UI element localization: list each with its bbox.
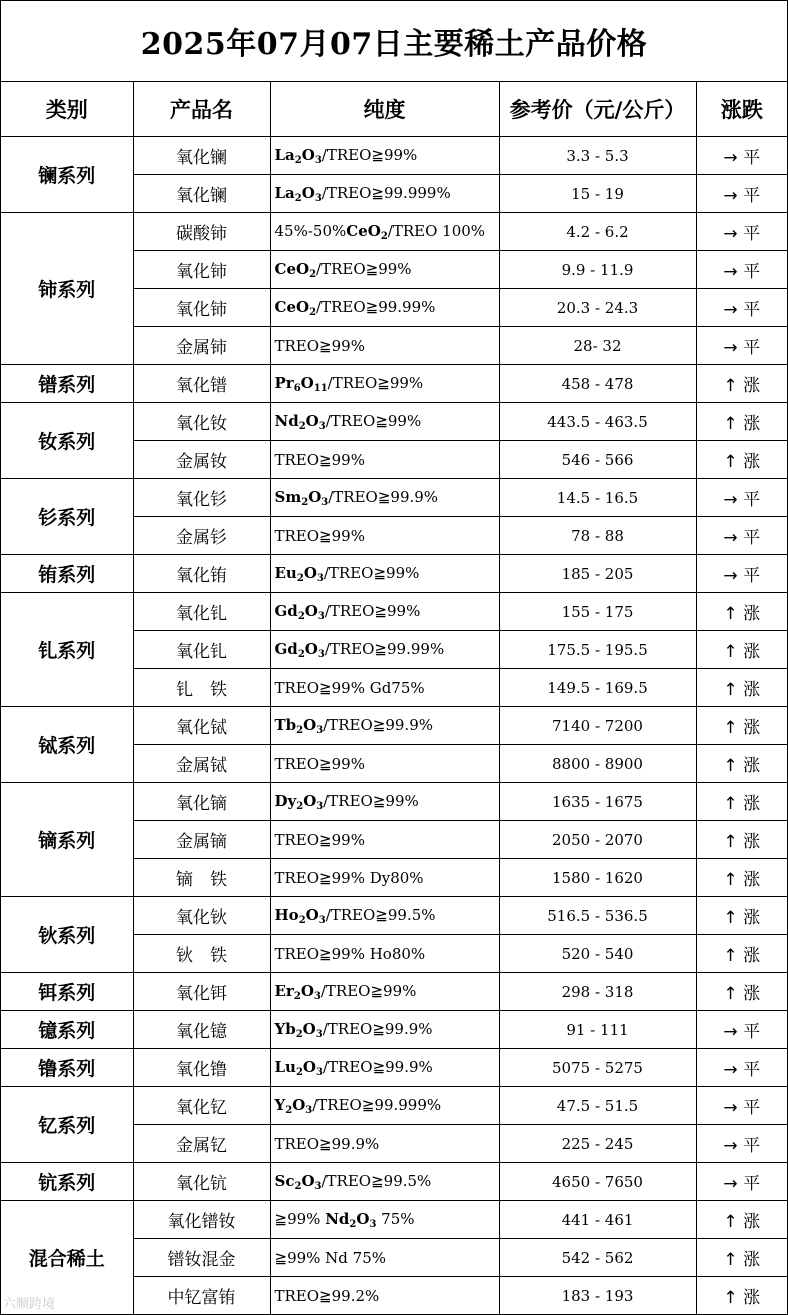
purity-subscript: 3 — [313, 990, 321, 1002]
header-row — [1, 82, 787, 137]
watermark: 六顺跨境 — [3, 1297, 56, 1312]
purity-subscript: 6 — [293, 382, 301, 394]
product-name-cell: 氧化镨 — [133, 365, 270, 403]
purity-subscript: 2 — [296, 800, 304, 812]
table-body — [1, 137, 787, 1315]
price-cell: 546 - 566 — [499, 441, 696, 479]
purity-text: O — [292, 1095, 306, 1114]
price-cell: 15 - 19 — [499, 175, 696, 213]
purity-text: O — [356, 1209, 370, 1228]
purity-subscript: 3 — [317, 648, 325, 660]
purity-text: /TREO≧99.9% — [322, 1057, 433, 1076]
purity-text: O — [302, 1019, 316, 1038]
price-cell: 14.5 - 16.5 — [499, 479, 696, 517]
purity-cell — [270, 1277, 499, 1315]
table-row — [1, 783, 787, 821]
purity-text: TREO≧99.9% — [274, 1134, 380, 1153]
purity-text: /TREO≧99% — [327, 373, 424, 392]
price-cell: 298 - 318 — [499, 973, 696, 1011]
change-cell: → 平 — [696, 1087, 787, 1125]
price-table — [1, 82, 787, 1315]
product-name-cell: 金属铽 — [133, 745, 270, 783]
change-cell: ↑ 涨 — [696, 973, 787, 1011]
purity-cell — [270, 1011, 499, 1049]
purity-text: ≧99% Nd 75% — [274, 1248, 387, 1267]
purity-text: Sm — [274, 487, 302, 506]
purity-cell — [270, 1087, 499, 1125]
purity-subscript: 3 — [316, 1066, 323, 1078]
purity-text: O — [303, 791, 317, 810]
purity-text: Y — [274, 1095, 286, 1114]
category-cell: 镨系列 — [1, 365, 133, 403]
purity-text: TREO≧99% — [274, 526, 365, 545]
purity-text: Tb — [274, 715, 297, 734]
table-row — [1, 707, 787, 745]
price-cell: 28- 32 — [499, 327, 696, 365]
purity-text: /TREO≧99.999% — [312, 1095, 442, 1114]
purity-text: O — [305, 905, 319, 924]
change-cell: → 平 — [696, 175, 787, 213]
table-row — [1, 1163, 787, 1201]
purity-subscript: 3 — [305, 1104, 313, 1116]
header-change: 涨跌 — [696, 82, 787, 137]
header-category: 类别 — [1, 82, 133, 137]
change-cell: ↑ 涨 — [696, 707, 787, 745]
table-row — [1, 479, 787, 517]
purity-text: Eu — [274, 563, 297, 582]
purity-text: O — [301, 1171, 315, 1190]
purity-cell — [270, 1163, 499, 1201]
purity-subscript: 3 — [314, 192, 322, 204]
purity-cell — [270, 745, 499, 783]
purity-text: CeO — [346, 221, 381, 240]
purity-cell — [270, 1201, 499, 1239]
purity-text: ≧99% — [274, 1209, 326, 1228]
purity-text: TREO≧99% — [274, 754, 365, 773]
purity-text: Gd — [274, 601, 298, 620]
purity-text: TREO≧99% Dy80% — [274, 868, 424, 887]
product-name-cell: 氧化铒 — [133, 973, 270, 1011]
purity-subscript: 3 — [316, 572, 324, 584]
purity-cell — [270, 1049, 499, 1087]
purity-cell — [270, 517, 499, 555]
price-cell: 47.5 - 51.5 — [499, 1087, 696, 1125]
purity-text: Pr — [274, 373, 294, 392]
page-title: 2025年07月07日主要稀土产品价格 — [1, 1, 787, 82]
purity-subscript: 2 — [301, 496, 309, 508]
product-name-cell: 钆 铁 — [133, 669, 270, 707]
price-cell: 516.5 - 536.5 — [499, 897, 696, 935]
purity-text: /TREO≧99.99% — [316, 297, 436, 316]
table-row — [1, 213, 787, 251]
price-cell: 185 - 205 — [499, 555, 696, 593]
purity-subscript: 3 — [314, 1180, 322, 1192]
purity-cell — [270, 365, 499, 403]
purity-text: Gd — [274, 639, 298, 658]
purity-subscript: 2 — [285, 1104, 293, 1116]
table-row — [1, 403, 787, 441]
table-row — [1, 897, 787, 935]
purity-subscript: 3 — [316, 724, 324, 736]
price-cell: 443.5 - 463.5 — [499, 403, 696, 441]
change-cell: ↑ 涨 — [696, 1239, 787, 1277]
table-row — [1, 1087, 787, 1125]
price-cell: 8800 - 8900 — [499, 745, 696, 783]
product-name-cell: 氧化钐 — [133, 479, 270, 517]
product-name-cell: 金属钕 — [133, 441, 270, 479]
change-cell: → 平 — [696, 517, 787, 555]
purity-text: Dy — [274, 791, 297, 810]
header-purity: 纯度 — [270, 82, 499, 137]
purity-subscript: 2 — [298, 914, 306, 926]
change-cell: → 平 — [696, 137, 787, 175]
price-cell: 5075 - 5275 — [499, 1049, 696, 1087]
price-cell: 458 - 478 — [499, 365, 696, 403]
change-cell: → 平 — [696, 1125, 787, 1163]
purity-subscript: 3 — [316, 800, 324, 812]
product-name-cell: 镝 铁 — [133, 859, 270, 897]
change-cell: → 平 — [696, 251, 787, 289]
price-cell: 2050 - 2070 — [499, 821, 696, 859]
purity-cell — [270, 631, 499, 669]
purity-subscript: 3 — [321, 496, 329, 508]
table-row — [1, 1011, 787, 1049]
purity-cell — [270, 403, 499, 441]
purity-subscript: 2 — [297, 610, 305, 622]
purity-text: O — [304, 601, 318, 620]
purity-subscript: 2 — [297, 648, 305, 660]
purity-text: Nd — [274, 411, 299, 430]
change-cell: → 平 — [696, 213, 787, 251]
change-cell: ↑ 涨 — [696, 859, 787, 897]
change-cell: → 平 — [696, 1011, 787, 1049]
price-cell: 225 - 245 — [499, 1125, 696, 1163]
price-cell: 175.5 - 195.5 — [499, 631, 696, 669]
purity-text: /TREO≧99% — [320, 981, 417, 1000]
purity-cell — [270, 555, 499, 593]
purity-cell — [270, 441, 499, 479]
purity-subscript: 2 — [294, 192, 302, 204]
purity-text: Lu — [274, 1057, 296, 1076]
product-name-cell: 氧化铕 — [133, 555, 270, 593]
purity-text: /TREO≧99.5% — [325, 905, 436, 924]
product-name-cell: 氧化铽 — [133, 707, 270, 745]
purity-subscript: 3 — [314, 154, 322, 166]
category-cell: 铈系列 — [1, 213, 133, 365]
purity-text: /TREO≧99.5% — [321, 1171, 432, 1190]
change-cell: ↑ 涨 — [696, 1277, 787, 1315]
purity-text: La — [274, 183, 295, 202]
product-name-cell: 中钇富铕 — [133, 1277, 270, 1315]
change-cell: ↑ 涨 — [696, 1201, 787, 1239]
purity-subscript: 3 — [369, 1218, 377, 1230]
purity-text: O — [300, 373, 314, 392]
category-cell: 镝系列 — [1, 783, 133, 897]
purity-cell — [270, 251, 499, 289]
product-name-cell: 氧化镨钕 — [133, 1201, 270, 1239]
purity-text: /TREO≧99% — [323, 563, 420, 582]
product-name-cell: 氧化铈 — [133, 251, 270, 289]
product-name-cell: 氧化镝 — [133, 783, 270, 821]
change-cell: ↑ 涨 — [696, 783, 787, 821]
purity-subscript: 2 — [296, 724, 304, 736]
price-cell: 155 - 175 — [499, 593, 696, 631]
change-cell: ↑ 涨 — [696, 631, 787, 669]
product-name-cell: 氧化钇 — [133, 1087, 270, 1125]
price-cell: 1580 - 1620 — [499, 859, 696, 897]
product-name-cell: 氧化钆 — [133, 593, 270, 631]
price-cell: 183 - 193 — [499, 1277, 696, 1315]
purity-text: /TREO≧99.9% — [323, 715, 433, 734]
purity-text: TREO≧99% Ho80% — [274, 944, 426, 963]
price-cell: 4.2 - 6.2 — [499, 213, 696, 251]
table-row — [1, 1201, 787, 1239]
purity-text: Sc — [274, 1171, 295, 1190]
purity-subscript: 11 — [313, 382, 328, 394]
purity-text: Ho — [274, 905, 299, 924]
purity-subscript: 2 — [296, 572, 304, 584]
purity-cell — [270, 821, 499, 859]
purity-cell — [270, 175, 499, 213]
purity-text: /TREO≧99% — [325, 411, 422, 430]
price-cell: 520 - 540 — [499, 935, 696, 973]
table-row — [1, 365, 787, 403]
purity-text: CeO — [274, 259, 310, 278]
purity-cell — [270, 973, 499, 1011]
price-cell: 149.5 - 169.5 — [499, 669, 696, 707]
purity-text: Er — [274, 981, 294, 1000]
product-name-cell: 氧化钬 — [133, 897, 270, 935]
change-cell: ↑ 涨 — [696, 669, 787, 707]
product-name-cell: 氧化镧 — [133, 137, 270, 175]
purity-text: O — [301, 145, 315, 164]
purity-cell — [270, 137, 499, 175]
purity-text: Yb — [274, 1019, 296, 1038]
product-name-cell: 金属钐 — [133, 517, 270, 555]
category-cell: 钕系列 — [1, 403, 133, 479]
price-cell: 4650 - 7650 — [499, 1163, 696, 1201]
purity-text: O — [301, 183, 315, 202]
change-cell: ↑ 涨 — [696, 441, 787, 479]
purity-cell — [270, 669, 499, 707]
purity-text: TREO≧99% — [274, 830, 365, 849]
purity-cell — [270, 327, 499, 365]
purity-cell — [270, 1239, 499, 1277]
purity-subscript: 3 — [318, 420, 326, 432]
table-row — [1, 973, 787, 1011]
purity-text: CeO — [274, 297, 310, 316]
category-cell: 镥系列 — [1, 1049, 133, 1087]
category-cell: 镱系列 — [1, 1011, 133, 1049]
purity-subscript: 3 — [317, 610, 325, 622]
product-name-cell: 氧化镥 — [133, 1049, 270, 1087]
purity-subscript: 2 — [349, 1218, 357, 1230]
product-name-cell: 金属镝 — [133, 821, 270, 859]
price-cell: 542 - 562 — [499, 1239, 696, 1277]
purity-text: TREO≧99% — [274, 450, 365, 469]
change-cell: → 平 — [696, 479, 787, 517]
purity-text: /TREO≧99.999% — [321, 183, 451, 202]
price-cell: 91 - 111 — [499, 1011, 696, 1049]
purity-cell — [270, 707, 499, 745]
purity-cell — [270, 859, 499, 897]
purity-text: /TREO≧99.99% — [324, 639, 445, 658]
product-name-cell: 氧化钪 — [133, 1163, 270, 1201]
product-name-cell: 氧化铈 — [133, 289, 270, 327]
product-name-cell: 钬 铁 — [133, 935, 270, 973]
category-cell: 钆系列 — [1, 593, 133, 707]
purity-text: /TREO≧99% — [323, 791, 419, 810]
category-cell: 钐系列 — [1, 479, 133, 555]
product-name-cell: 碳酸铈 — [133, 213, 270, 251]
purity-text: /TREO≧99% — [316, 259, 412, 278]
purity-subscript: 2 — [294, 1180, 302, 1192]
price-cell: 20.3 - 24.3 — [499, 289, 696, 327]
purity-text: La — [274, 145, 295, 164]
purity-text: TREO≧99.2% — [274, 1286, 380, 1305]
purity-text: O — [305, 411, 319, 430]
purity-cell — [270, 479, 499, 517]
table-row — [1, 1049, 787, 1087]
purity-cell — [270, 593, 499, 631]
change-cell: → 平 — [696, 289, 787, 327]
price-cell: 9.9 - 11.9 — [499, 251, 696, 289]
change-cell: ↑ 涨 — [696, 897, 787, 935]
purity-cell — [270, 783, 499, 821]
purity-subscript: 2 — [309, 268, 317, 280]
category-cell: 铕系列 — [1, 555, 133, 593]
product-name-cell: 氧化镧 — [133, 175, 270, 213]
change-cell: → 平 — [696, 1049, 787, 1087]
category-cell: 混合稀土 — [1, 1201, 133, 1315]
change-cell: ↑ 涨 — [696, 403, 787, 441]
price-cell: 1635 - 1675 — [499, 783, 696, 821]
purity-text: O — [303, 563, 317, 582]
purity-text: O — [300, 981, 314, 1000]
purity-cell — [270, 935, 499, 973]
header-price: 参考价（元/公斤） — [499, 82, 696, 137]
purity-subscript: 2 — [298, 420, 306, 432]
purity-cell — [270, 289, 499, 327]
category-cell: 钬系列 — [1, 897, 133, 973]
change-cell: → 平 — [696, 327, 787, 365]
purity-subscript: 2 — [309, 306, 317, 318]
purity-text: /TREO≧99.9% — [322, 1019, 433, 1038]
table-row — [1, 555, 787, 593]
category-cell: 铽系列 — [1, 707, 133, 783]
price-cell: 441 - 461 — [499, 1201, 696, 1239]
header-product: 产品名 — [133, 82, 270, 137]
category-cell: 钇系列 — [1, 1087, 133, 1163]
purity-text: O — [304, 639, 318, 658]
change-cell: ↑ 涨 — [696, 745, 787, 783]
product-name-cell: 金属铈 — [133, 327, 270, 365]
purity-text: O — [303, 715, 317, 734]
purity-text: /TREO≧99.9% — [328, 487, 439, 506]
price-cell: 3.3 - 5.3 — [499, 137, 696, 175]
change-cell: → 平 — [696, 555, 787, 593]
purity-cell — [270, 213, 499, 251]
table-row — [1, 137, 787, 175]
purity-text: Nd — [325, 1209, 350, 1228]
product-name-cell: 氧化钕 — [133, 403, 270, 441]
category-cell: 镧系列 — [1, 137, 133, 213]
product-name-cell: 金属钇 — [133, 1125, 270, 1163]
price-cell: 78 - 88 — [499, 517, 696, 555]
purity-cell — [270, 897, 499, 935]
change-cell: ↑ 涨 — [696, 593, 787, 631]
purity-text: O — [308, 487, 322, 506]
change-cell: → 平 — [696, 1163, 787, 1201]
purity-subscript: 2 — [380, 230, 388, 242]
purity-text: TREO≧99% — [274, 336, 365, 355]
purity-text: /TREO 100% — [387, 221, 486, 240]
price-cell: 7140 - 7200 — [499, 707, 696, 745]
purity-cell — [270, 1125, 499, 1163]
change-cell: ↑ 涨 — [696, 821, 787, 859]
category-cell: 钪系列 — [1, 1163, 133, 1201]
purity-subscript: 3 — [318, 914, 326, 926]
category-cell: 铒系列 — [1, 973, 133, 1011]
purity-subscript: 2 — [294, 154, 302, 166]
purity-subscript: 2 — [293, 990, 301, 1002]
product-name-cell: 镨钕混金 — [133, 1239, 270, 1277]
change-cell: ↑ 涨 — [696, 935, 787, 973]
product-name-cell: 氧化镱 — [133, 1011, 270, 1049]
purity-text: /TREO≧99% — [324, 601, 421, 620]
purity-text: 75% — [376, 1209, 415, 1228]
purity-subscript: 2 — [295, 1066, 303, 1078]
purity-text: O — [302, 1057, 316, 1076]
purity-text: /TREO≧99% — [321, 145, 418, 164]
purity-text: TREO≧99% Gd75% — [274, 678, 425, 697]
purity-subscript: 2 — [295, 1028, 303, 1040]
purity-text: 45%-50% — [274, 221, 347, 240]
product-name-cell: 氧化钆 — [133, 631, 270, 669]
purity-subscript: 3 — [315, 1028, 323, 1040]
change-cell: ↑ 涨 — [696, 365, 787, 403]
table-row — [1, 593, 787, 631]
